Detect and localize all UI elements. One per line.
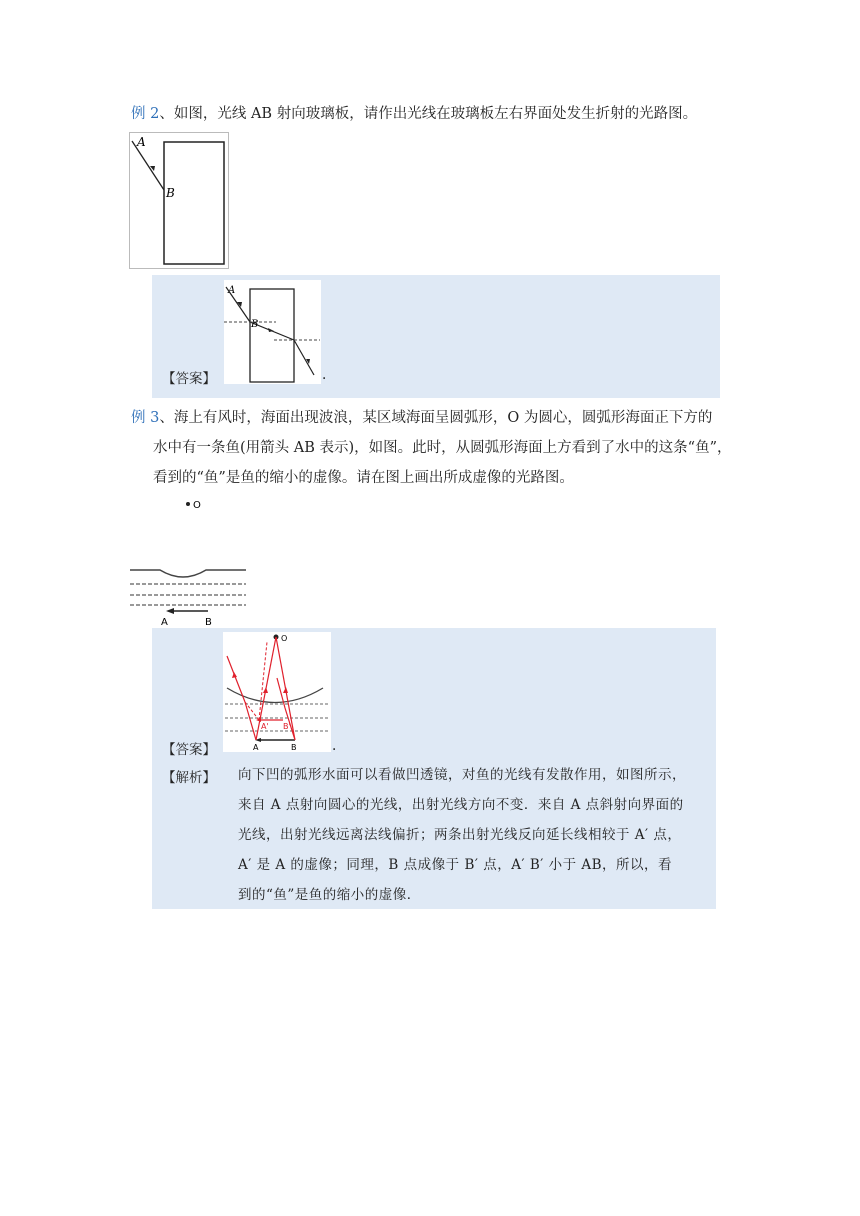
label-a: A	[137, 135, 146, 149]
label-b: B	[251, 319, 259, 330]
emergent-ray	[294, 340, 314, 375]
label-a-prime: A'	[261, 722, 269, 731]
label-a: A	[228, 285, 236, 296]
answer-period: .	[332, 738, 337, 754]
arrow-icon	[232, 672, 237, 678]
example2-answer-figure	[224, 280, 321, 384]
arrow-icon	[263, 687, 268, 693]
sea-surface	[130, 570, 246, 577]
emergent-ray-a	[227, 656, 245, 702]
example3-label: 例 3	[131, 410, 160, 426]
example3-line-1: 例 3、海上有风时，海面出现波浪，某区域海面呈圆弧形，O 为圆心，圆弧形海面正下方的	[131, 410, 713, 426]
example3-answer-box	[152, 628, 716, 909]
arrow-icon	[166, 608, 174, 614]
example3-answer-figure	[223, 632, 331, 752]
analysis-line: 到的“鱼”是鱼的缩小的虚像．	[238, 887, 421, 903]
extension-line	[259, 642, 267, 720]
example2-figure	[129, 132, 229, 269]
label-b: B	[166, 186, 175, 200]
analysis-text	[238, 760, 708, 910]
example2-answer-box	[152, 275, 720, 398]
label-o: O	[281, 634, 288, 643]
answer-tag: 【答案】	[162, 371, 216, 387]
sea-surface-diagram	[128, 492, 250, 627]
label-b: B	[291, 743, 297, 752]
analysis-tag: 【解析】	[162, 770, 216, 786]
example3-question	[131, 406, 731, 490]
sea-surface	[227, 688, 323, 703]
answer-period: .	[322, 367, 327, 383]
example2-question	[131, 102, 831, 126]
label-a: A	[253, 743, 259, 752]
glass-plate	[164, 142, 224, 264]
label-o: O	[193, 500, 201, 511]
example3-figure	[128, 492, 250, 627]
label-b: B	[205, 617, 212, 627]
label-b-prime: B'	[283, 722, 291, 731]
analysis-line: 光线，出射光线远离法线偏折；两条出射光线反向延长线相较于 A′ 点，	[238, 827, 682, 843]
analysis-line: 向下凹的弧形水面可以看做凹透镜，对鱼的光线有发散作用，如图所示，	[238, 767, 686, 783]
glass-plate	[250, 289, 294, 382]
refraction-diagram	[224, 280, 321, 384]
analysis-line: 来自 A 点射向圆心的光线，出射光线方向不变．来自 A 点斜射向界面的	[238, 797, 684, 813]
example2-label: 例 2	[131, 106, 160, 122]
center-point	[186, 502, 190, 506]
virtual-image-diagram	[223, 632, 331, 752]
example3-line-2: 水中有一条鱼(用箭头 AB 表示)，如图。此时，从圆弧形海面上方看到了水中的这条“鱼”，	[153, 440, 732, 456]
answer-tag: 【答案】	[162, 742, 216, 758]
analysis-line: A′ 是 A 的虚像；同理，B 点成像于 B′ 点，A′ B′ 小于 AB，所以，看	[238, 857, 673, 873]
example3-line-3: 看到的“鱼”是鱼的缩小的虚像。请在图上画出所成虚像的光路图。	[153, 470, 574, 486]
label-a: A	[161, 617, 168, 627]
example2-text: 、如图，光线 AB 射向玻璃板，请作出光线在玻璃板左右界面处发生折射的光路图。	[159, 106, 698, 122]
oblique-ray-a	[245, 702, 256, 740]
glass-plate-diagram	[130, 133, 228, 268]
